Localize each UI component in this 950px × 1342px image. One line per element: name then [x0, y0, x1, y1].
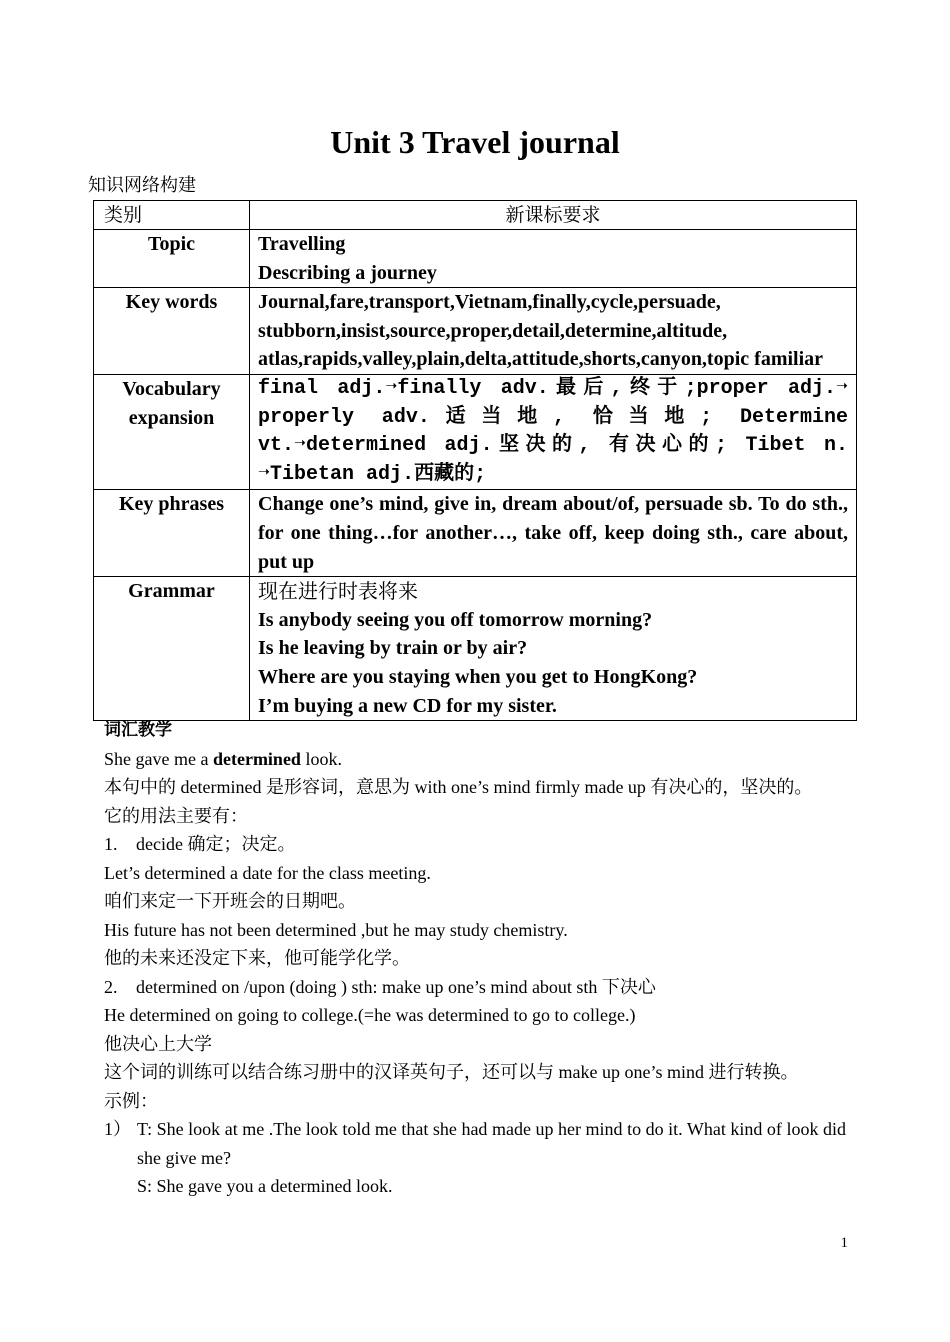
content-cell: Change one’s mind, give in, dream about/of, persuade sb. To do sth., for one thing…for another…, take off, keep doing sth., care about, put up: [250, 490, 857, 577]
category-cell: Key phrases: [94, 490, 250, 577]
explanation-line: 本句中的 determined 是形容词，意思为 with one’s mind firmly made up 有决心的，坚决的。: [104, 777, 813, 797]
category-cell: Grammar: [94, 577, 250, 721]
grammar-example: Is he leaving by train or by air?: [258, 637, 528, 660]
example-line: Let’s determined a date for the class meeting.: [104, 862, 431, 883]
usage-item: 1. decide 确定；决定。: [104, 834, 296, 854]
content-cell: [250, 230, 857, 288]
content-cell: Journal,fare,transport,Vietnam,finally,cycle,persuade, stubborn,insist,source,proper,detail,determine,altitude, atlas,rapids,valley,plain,delta,attitude,shorts,canyon,topic familiar: [250, 288, 857, 375]
page-number: 1: [840, 1235, 848, 1251]
table-header-row: [94, 201, 857, 230]
page-title: Unit 3 Travel journal: [330, 124, 620, 160]
explanation-line: 它的用法主要有：: [104, 805, 248, 826]
table-row-topic: [94, 230, 857, 288]
topic-line: Describing a journey: [258, 261, 437, 284]
example-line: 这个词的训练可以结合练习册中的汉译英句子，还可以与 make up one’s mind 进行转换。: [104, 1062, 799, 1082]
content-cell: [250, 577, 857, 721]
knowledge-table: [93, 200, 857, 721]
key-sentence: She gave me a determined look.: [104, 748, 342, 769]
topic-line: Travelling: [258, 233, 346, 255]
content-cell: final adj.➝finally adv.最后,终于;proper adj.➝ properly adv.适当地, 恰当地; Determine vt.➝determined adj.坚决的, 有决心的; Tibet n. ➝Tibetan adj.西藏的;: [250, 374, 857, 489]
example-label: 1）: [104, 1119, 131, 1139]
teacher-line: T: She look at me .The look told me that she had made up her mind to do it. What kind of look did she give me?: [137, 1119, 846, 1168]
grammar-example: Is anybody seeing you off tomorrow morning?: [258, 608, 653, 631]
example-line: 他决心上大学: [104, 1033, 212, 1054]
category-cell: Key words: [94, 288, 250, 375]
table-row-key-words: [94, 288, 857, 375]
grammar-example: I’m buying a new CD for my sister.: [258, 694, 557, 717]
grammar-heading: 现在进行时表将来: [258, 579, 418, 604]
section-subtitle: 知识网络构建: [88, 175, 196, 195]
example-line: His future has not been determined ,but he may study chemistry.: [104, 919, 568, 940]
table-row-key-phrases: [94, 490, 857, 577]
header-category: 类别: [94, 201, 250, 230]
example-line: 他的未来还没定下来，他可能学化学。: [104, 948, 410, 968]
table-row-grammar: [94, 577, 857, 721]
table-row-vocabulary-expansion: [94, 374, 857, 489]
dialogue-example: [104, 1115, 846, 1201]
example-line: He determined on going to college.(=he was determined to go to college.): [104, 1005, 636, 1025]
key-word: determined: [212, 748, 301, 769]
grammar-example: Where are you staying when you get to HongKong?: [258, 665, 698, 688]
example-line: 示例：: [104, 1090, 158, 1111]
student-line: S: She gave you a determined look.: [137, 1176, 393, 1196]
usage-item: 2. determined on /upon (doing ) sth: make up one’s mind about sth 下决心: [104, 976, 656, 997]
section-heading: 词汇教学: [104, 720, 172, 740]
vocabulary-teaching-section: [104, 716, 846, 1201]
category-cell: Vocabulary expansion: [94, 374, 250, 489]
example-line: 咱们来定一下开班会的日期吧。: [104, 891, 356, 911]
category-cell: Topic: [94, 230, 250, 288]
header-requirements: 新课标要求: [250, 201, 857, 230]
